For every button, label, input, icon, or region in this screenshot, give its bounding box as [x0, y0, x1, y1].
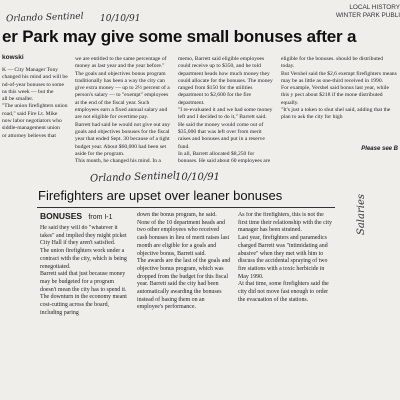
handwritten-date: 10/10/91 [100, 14, 141, 24]
margin-note-salaries: Salaries [356, 193, 367, 235]
clip1-col4-text: eligible for the bonuses. should be distributed today. But Vershel said the $2,6 exempt firefighters means may be as little as one-third received in 1990. For example, Vershel said bonus last year, while this y pect about $218 if the mone distributed equally. "It's just a token to shut shel said, adding that the plan to ask the city for high [281, 56, 397, 121]
handwritten-source-2: Orlando Sentinel [89, 170, 177, 185]
clip1-col3-text: memo, Barrett said eligible employees could receive up to $350, and he told department heads how much money they could allocate for the bonuses. The money ranged from $150 for the utilities department to $2,600 for the fire department. "I re-evaluated it and we had some money left and I decided to do it," Barrett said. He said the money would come out of $35,000 that was left over from merit raises and bonuses and put in a reserve fund. In all, Barrett allocated $8,250 for bonuses. He said about 60 employees are [178, 56, 273, 165]
continued-from: from I-1 [88, 214, 113, 221]
clip1-col2-text: we are entitled to the same percentage of money as last year and the year before." The goals and objectives bonus program traditionally has been a way the city can give extra money — up to 2½ percent of a person's salary — to "exempt" employees at the end of the fiscal year. Such employees earn a fixed annual salary and are not eligible for overtime pay. Barrett had said he would not give out any goals and objectives bonuses for the fiscal year that ended Sept. 30 because of a tight budget year. About $60,000 had been set aside for the program. This month, he changed his mind. In a [75, 56, 171, 165]
handwritten-source: Orlando Sentinel [5, 11, 84, 25]
library-stamp [280, 4, 400, 19]
clip2-column-2 [137, 212, 231, 400]
section-name: BONUSES [40, 211, 83, 221]
clip2-col3-text: As for the firefighters, this is not the first time their relationship with the city manager has been strained. Last year, firefighters and paramedics charged Barrett was "intimidating and abusive" when they met with him to discuss the accidental spraying of two fire stations with a toxic herbicide in May 1990. At that time, some firefighters said the city did not move fast enough to order the evacuation of the stations. [238, 212, 332, 303]
clip1-column-2 [75, 56, 172, 172]
headline-rule [37, 207, 335, 208]
clip2-col2-text: down the bonus program, he said. None of the 10 department heads and two other employees who received cash bonuses in lieu of merit raises last month are eligible for a goals and objective bonus, Barrett said. The awards are the last of the goals and objective bonus program, which was dropped from the budget for this fiscal year. Barrett said the city had been automatically awarding the bonuses instead of basing them on an employee's performance. [137, 212, 231, 311]
library-name: WINTER PARK PUBLI [335, 11, 400, 19]
clip1-column-1 [2, 67, 69, 142]
clip2-col1-text: He said they will do "whatever it takes" and implied they might picket City Hall if they aren't satisfied. The union firefighters work under a contract with the city, which is being renegotiated. Barrett said that just because money may be budgeted for a program doesn't mean the city has to spend it. The downturn in the economy meant cost-cutting across the board, including paring [40, 225, 127, 316]
clipping-1-headline: er Park may give some small bonuses after a [2, 27, 357, 46]
bonuses-section-label [40, 211, 113, 221]
clip1-column-4 [281, 56, 397, 142]
handwritten-date-2: 10/10/91 [175, 172, 220, 183]
clip1-col1-text: K — City Manager Tony changed his mind and will be nd-of-year bonuses to some ns this week — but the all be smaller. "The union firefighters union road," said Fire Lt. Mike now labor negotiators who siddle-management union or attorney believes that [2, 67, 68, 139]
clipping-2-headline: Firefighters are upset over leaner bonuses [38, 188, 283, 203]
continued-note: Please see B [361, 146, 398, 152]
local-history-label: LOCAL HISTORY [349, 4, 400, 11]
byline: kowski [2, 54, 24, 61]
clip2-column-3 [238, 212, 332, 400]
clip2-column-1 [40, 225, 131, 400]
clip1-column-3 [178, 56, 274, 172]
